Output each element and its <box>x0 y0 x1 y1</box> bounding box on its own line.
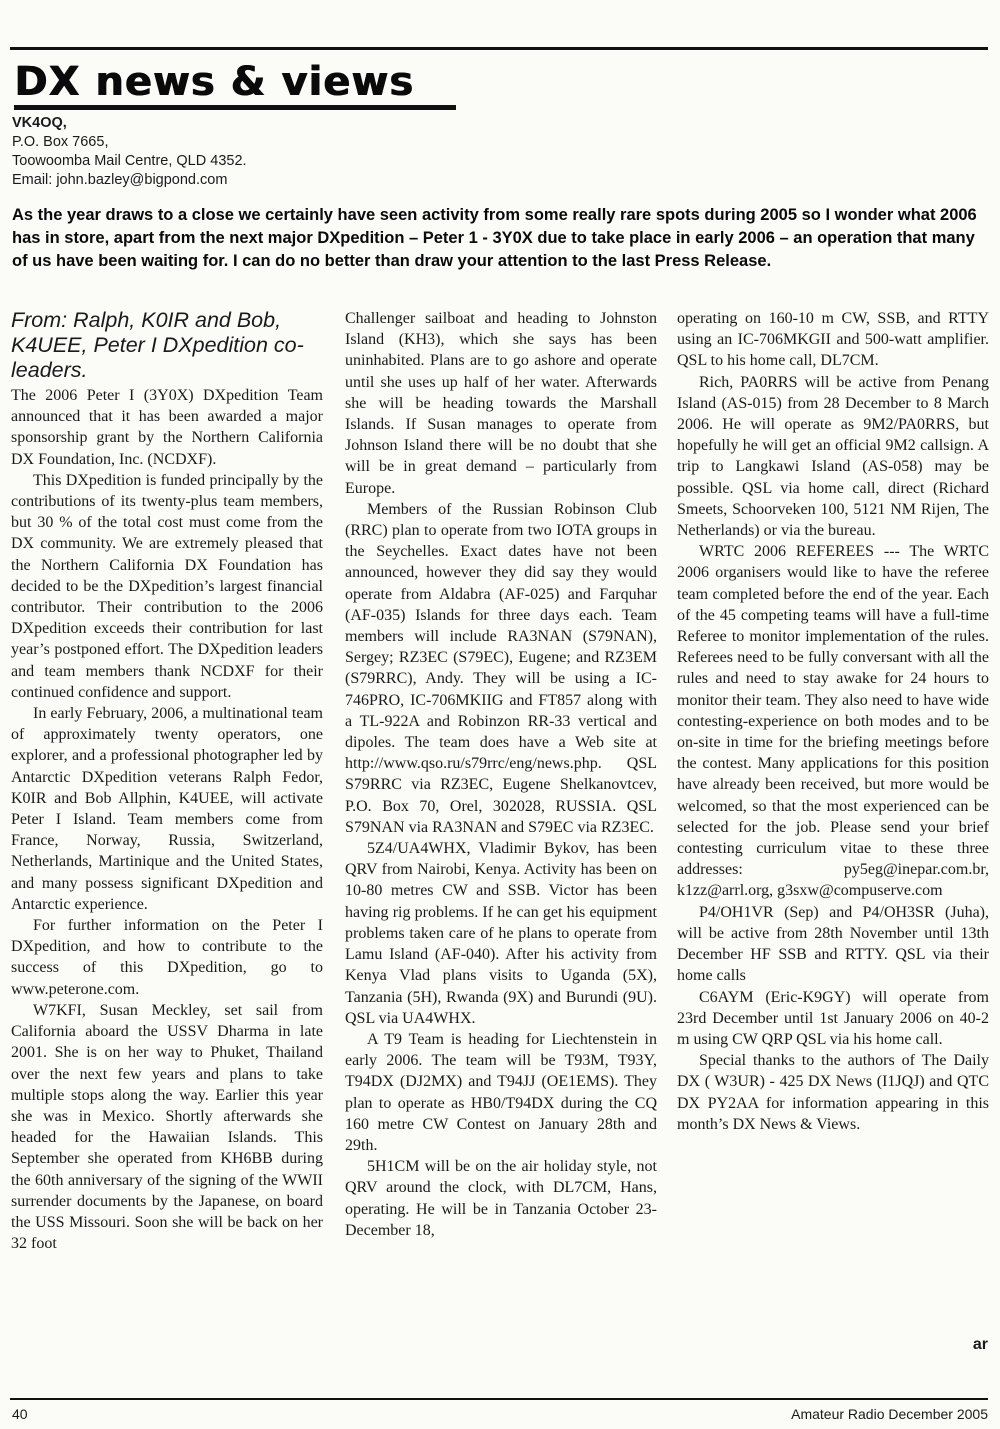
publication-title: Amateur Radio December 2005 <box>791 1406 988 1422</box>
article-paragraph: Challenger sailboat and heading to Johnston Island (KH3), which she says has been uninhabited. Plans are to go ashore and operate until she uses up half of her water. Afterwards she will be heading towards the Marshall Islands. If Susan manages to operate from Johnson Island there will be no doubt that she will be in great demand – particularly from Europe. <box>345 310 657 497</box>
article-paragraph: 5Z4/UA4WHX, Vladimir Bykov, has been QRV from Nairobi, Kenya. Activity has been on 10-80 metres CW and SSB. Victor has been having rig problems. If he can get his equipment problems taken care of he plans to operate from Lamu Island (AF-040). After his activity from Kenya Vlad plans visits to Uganda (5X), Tanzania (5H), Rwanda (9X) and Burundi (9U). QSL via UA4WHX. <box>345 840 657 1027</box>
intro-paragraph: As the year draws to a close we certainly have seen activity from some really rare spots during 2005 so I wonder what 2006 has in store, apart from the next major DXpedition – Peter 1 - 3Y0X due to take place in early 2006 – an operation that many of us have been waiting for. I can do no better than draw your attention to the last Press Release. <box>12 206 977 270</box>
address-line: P.O. Box 7665, <box>12 134 109 150</box>
address-line: Toowoomba Mail Centre, QLD 4352. <box>12 153 247 169</box>
article-column-2 <box>345 308 657 1241</box>
article-paragraph: P4/OH1VR (Sep) and P4/OH3SR (Juha), will be active from 28th November until 13th December HF SSB and RTTY. QSL via their home calls <box>677 903 989 985</box>
article-paragraph: operating on 160-10 m CW, SSB, and RTTY using an IC-706MKGII and 500-watt amplifier. QSL to his home call, DL7CM. <box>677 310 989 370</box>
footer-rule <box>10 1398 988 1400</box>
article-paragraph: The 2006 Peter I (3Y0X) DXpedition Team announced that it has been awarded a major sponsorship grant by the Northern California DX Foundation, Inc. (NCDXF). <box>11 387 323 468</box>
article-paragraph: 5H1CM will be on the air holiday style, not QRV around the clock, with DL7CM, Hans, operating. He will be in Tanzania October 23-December 18, <box>345 1158 657 1239</box>
article-paragraph: W7KFI, Susan Meckley, set sail from California aboard the USSV Dharma in late 2001. She is on her way to Phuket, Thailand over the next few years and plans to take multiple stops along the way. Earlier this year she was in Mexico. Shortly afterwards she headed for the Hawaiian Islands. This September she operated from KH6BB during the 60th anniversary of the signing of the WWII surrender documents by the Japanese, on board the USS Missouri. Soon she will be back on her 32 foot <box>11 1001 323 1253</box>
top-rule <box>10 47 988 50</box>
end-of-article-mark: ar <box>972 1336 988 1353</box>
page-title: DX news & views <box>14 59 414 105</box>
author-callsign: VK4OQ, <box>12 115 67 131</box>
article-paragraph: For further information on the Peter I DXpedition, and how to contribute to the success of this DXpedition, go to www.peterone.com. <box>11 917 323 998</box>
article-paragraph: C6AYM (Eric-K9GY) will operate from 23rd December until 1st January 2006 on 40-2 m using CW QRP QSL via his home call. <box>677 988 989 1048</box>
author-address <box>12 114 612 190</box>
article-paragraph: A T9 Team is heading for Liechtenstein in early 2006. The team will be T93M, T93Y, T94DX (DJ2MX) and T94JJ (OE1EMS). They plan to operate as HB0/T94DX during the CQ 160 metre CW Contest on January 28th and 29th. <box>345 1030 657 1154</box>
page-number: 40 <box>12 1406 28 1422</box>
article-column-3 <box>677 308 989 1135</box>
article-paragraph: Special thanks to the authors of The Daily DX ( W3UR) - 425 DX News (I1JQJ) and QTC DX PY2AA for information appearing in this month’s DX News & Views. <box>677 1052 989 1133</box>
article-paragraph: Rich, PA0RRS will be active from Penang Island (AS-015) from 28 December to 8 March 2006. He will operate as 9M2/PA0RRS, but hopefully he will get an official 9M2 callsign. A trip to Langkawi Island (AS-058) may be possible. QSL via home call, direct (Richard Smeets, Schoorveken 100, 5121 NM Rijen, The Netherlands) or via the bureau. <box>677 373 989 540</box>
article-column-1 <box>11 308 323 1254</box>
article-subheading: From: Ralph, K0IR and Bob, K4UEE, Peter I DXpedition co-leaders. <box>11 308 304 382</box>
title-underline <box>14 105 456 110</box>
article-paragraph: Members of the Russian Robinson Club (RRC) plan to operate from two IOTA groups in the Seychelles. Exact dates have not been announced, however they did say they would operate from Aldabra (AF-025) and Farquhar (AF-035) Islands for three days each. Team members will include RA3NAN (S79NAN), Sergey; RZ3EC (S79EC), Eugene; and RZ3EM (S79RRC), Andy. They will be using a IC-746PRO, IC-706MKIIG and FT857 along with a TL-922A and Robinzon RR-33 vertical and dipoles. The team does have a Web site at http://www.qso.ru/s79rrc/eng/news.php. QSL S79RRC via RZ3EC, Eugene Shelkanovtcev, P.O. Box 70, Orel, 302028, RUSSIA. QSL S79NAN via RA3NAN and S79EC via RZ3EC. <box>345 500 657 836</box>
address-email: Email: john.bazley@bigpond.com <box>12 172 228 188</box>
article-paragraph: WRTC 2006 REFEREES --- The WRTC 2006 organisers would like to have the referee team completed before the end of the year. Each of the 45 competing teams will have a full-time Referee to monitor implementation of the rules. Referees need to be fully conversant with all the rules and need to stay awake for 24 hours to monitor their team. They also need to have wide contesting-experience on both modes and to be on-site in time for the briefing meetings before the contest. Many applications for this position have already been received, but more would be welcomed, so that the most experienced can be selected for the job. Please send your brief contesting curriculum vitae to these three addresses: py5eg@inepar.com.br, k1zz@arrl.org, g3sxw@compuserve.com <box>677 543 989 900</box>
article-paragraph: This DXpedition is funded principally by the contributions of its twenty-plus team members, but 30 % of the total cost must come from the DX community. We are extremely pleased that the Northern California DX Foundation has decided to be the DXpedition’s largest financial contributor. Their contribution to the 2006 DXpedition exceeds their contribution for last year’s postponed effort. The DXpedition leaders and team members thank NCDXF for their continued confidence and support. <box>11 471 323 701</box>
article-paragraph: In early February, 2006, a multinational team of approximately twenty operators, one explorer, and a professional photographer led by Antarctic DXpedition veterans Ralph Fedor, K0IR and Bob Allphin, K4UEE, will activate Peter I Island. Team members come from France, Norway, Russia, Switzerland, Netherlands, Martinique and the United States, and many possess significant DXpedition and Antarctic experience. <box>11 705 323 913</box>
